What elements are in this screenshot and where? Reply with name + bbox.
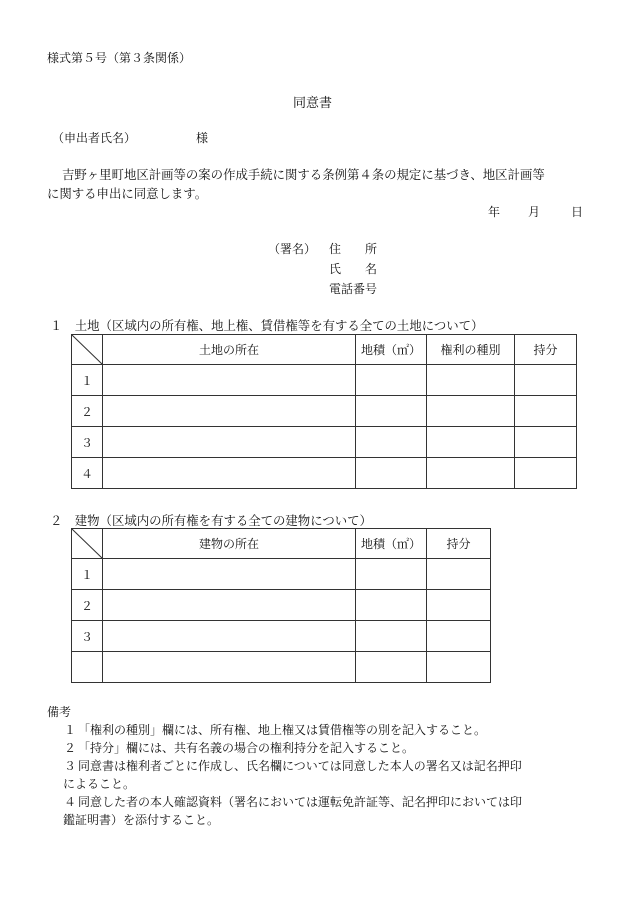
note-text-continued: によること。 <box>63 777 136 791</box>
note-item <box>48 721 588 739</box>
land-cell-right-type[interactable] <box>427 458 515 489</box>
document-title: 同意書 <box>293 96 333 111</box>
building-cell-location[interactable] <box>103 621 356 652</box>
note-text: 同意書は権利者ごとに作成し、氏名欄については同意した本人の署名又は記名押印 <box>78 759 522 773</box>
land-cell-location[interactable] <box>103 365 356 396</box>
land-row-number: １ <box>72 365 103 396</box>
note-item <box>48 793 588 829</box>
building-col-area: 地積（㎡） <box>356 529 427 559</box>
land-row-number: ３ <box>72 427 103 458</box>
building-row-number: ３ <box>72 621 103 652</box>
note-text: 同意した者の本人確認資料（署名においては運転免許証等、記名押印においては印 <box>78 795 523 809</box>
building-cell-share[interactable] <box>427 590 491 621</box>
land-cell-right-type[interactable] <box>427 365 515 396</box>
note-item <box>48 739 588 757</box>
date-year: 年 <box>488 205 501 219</box>
note-text: 「持分」欄には、共有名義の場合の権利持分を記入すること。 <box>78 741 415 755</box>
building-row-number: ２ <box>72 590 103 621</box>
land-cell-share[interactable] <box>515 396 577 427</box>
building-cell-share[interactable] <box>427 559 491 590</box>
building-cell-share[interactable] <box>427 652 491 683</box>
land-cell-area[interactable] <box>356 427 427 458</box>
building-col-share: 持分 <box>427 529 491 559</box>
signature-name: 氏 名 <box>329 262 378 276</box>
land-cell-right-type[interactable] <box>427 396 515 427</box>
note-number: １ <box>64 723 77 737</box>
land-diagonal-cell <box>72 335 103 365</box>
signature-address: 住 所 <box>329 242 378 256</box>
building-row-number <box>72 652 103 683</box>
building-col-location: 建物の所在 <box>103 529 356 559</box>
notes-list <box>48 721 588 829</box>
table-row <box>72 396 577 427</box>
land-col-location: 土地の所在 <box>103 335 356 365</box>
table-row <box>72 590 491 621</box>
land-table <box>71 334 577 489</box>
building-heading: ２ 建物（区域内の所有権を有する全ての建物について） <box>50 513 372 528</box>
body-text-line2: に関する申出に同意します。 <box>47 186 208 201</box>
form-number: 様式第５号（第３条関係） <box>47 51 192 65</box>
land-row-number: ２ <box>72 396 103 427</box>
table-row <box>72 559 491 590</box>
table-row <box>72 427 577 458</box>
building-header-row <box>72 529 491 559</box>
land-cell-share[interactable] <box>515 458 577 489</box>
note-text: 「権利の種別」欄には、所有権、地上権又は賃借権等の別を記入すること。 <box>78 723 487 737</box>
land-cell-area[interactable] <box>356 396 427 427</box>
date-month: 月 <box>528 205 541 219</box>
land-cell-right-type[interactable] <box>427 427 515 458</box>
land-col-share: 持分 <box>515 335 577 365</box>
building-cell-location[interactable] <box>103 590 356 621</box>
table-row <box>72 621 491 652</box>
land-cell-area[interactable] <box>356 365 427 396</box>
diagonal-line-icon <box>72 335 103 365</box>
land-heading: １ 土地（区域内の所有権、地上権、賃借権等を有する全ての土地について） <box>50 318 484 333</box>
land-col-area: 地積（㎡） <box>356 335 427 365</box>
table-row <box>72 365 577 396</box>
land-header-row <box>72 335 577 365</box>
body-text-line1: 吉野ヶ里町地区計画等の案の作成手続に関する条例第４条の規定に基づき、地区計画等 <box>62 167 545 182</box>
addressee-honorific: 様 <box>196 131 209 145</box>
land-cell-share[interactable] <box>515 427 577 458</box>
building-cell-location[interactable] <box>103 559 356 590</box>
note-text-continued: 鑑証明書）を添付すること。 <box>63 813 220 827</box>
land-cell-location[interactable] <box>103 458 356 489</box>
note-item <box>48 757 588 793</box>
building-table <box>71 528 491 683</box>
land-cell-location[interactable] <box>103 396 356 427</box>
land-row-number: ４ <box>72 458 103 489</box>
building-cell-area[interactable] <box>356 652 427 683</box>
notes-title: 備考 <box>47 705 72 719</box>
note-number: ４ <box>64 795 77 809</box>
signature-label: （署名） <box>268 242 317 256</box>
land-cell-area[interactable] <box>356 458 427 489</box>
addressee-label: （申出者氏名） <box>52 131 137 145</box>
note-number: ３ <box>64 759 77 773</box>
land-cell-location[interactable] <box>103 427 356 458</box>
table-row <box>72 458 577 489</box>
building-diagonal-cell <box>72 529 103 559</box>
building-cell-area[interactable] <box>356 621 427 652</box>
land-col-right-type: 権利の種別 <box>427 335 515 365</box>
note-number: ２ <box>64 741 77 755</box>
building-cell-location[interactable] <box>103 652 356 683</box>
signature-phone: 電話番号 <box>329 282 378 296</box>
building-cell-area[interactable] <box>356 559 427 590</box>
table-row <box>72 652 491 683</box>
land-cell-share[interactable] <box>515 365 577 396</box>
building-cell-area[interactable] <box>356 590 427 621</box>
building-row-number: １ <box>72 559 103 590</box>
building-cell-share[interactable] <box>427 621 491 652</box>
diagonal-line-icon <box>72 529 103 559</box>
date-day: 日 <box>571 205 584 219</box>
